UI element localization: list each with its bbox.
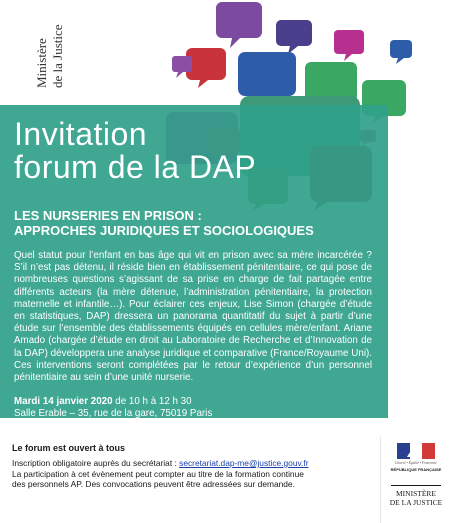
vertical-logo-line2: de la Justice (50, 24, 65, 88)
speech-bubble-icon (216, 2, 262, 48)
vertical-logo-line1: Ministère (34, 38, 49, 88)
footer-line-2: La participation à cet évènement peut compter au titre de la formation continue (12, 468, 304, 479)
title-line-1: Invitation (14, 116, 148, 152)
description-paragraph: Quel statut pour l’enfant en bas âge qui vit en prison avec sa mère incarcérée ? S’il n’est pas détenu, il réside bien en établissement pénitentiaire, ce qui pose de nombreuses questions s’agissant de sa prise en charge de fait partagée entre différents acteurs (la mère détenue, l’administration pénitentiaire, la protection maternelle et infantile…). Pour éclairer ces enjeux, Lise Simon (chargée d’étude en statistiques, DAP) dressera un panorama quantitatif du sujet à partir d’une étude sur l’ensemble des établissements équipés en cellules mère/enfant. Ariane Amado (chargée d’étude en droit au Laboratoire de Recherche et d’Innovation de la DAP) développera une analyse juridique et comparative (France/Royaume Uni). Ces interventions seront complétées par le retour d’expérience d’un personnel pénitentiaire au sein d’une unité nurserie. (14, 250, 372, 384)
title-line-2: forum de la DAP (14, 149, 257, 185)
footer-title: Le forum est ouvert à tous (12, 443, 126, 453)
marianne-flag-icon (397, 443, 435, 459)
page-subtitle (14, 208, 374, 238)
vertical-ministere-logo (20, 2, 70, 94)
event-time: de 10 h à 12 h 30 (112, 396, 192, 407)
republique-text: RÉPUBLIQUE FRANÇAISE (390, 467, 442, 472)
subtitle-line-2: APPROCHES JURIDIQUES ET SOCIOLOGIQUES (14, 223, 314, 238)
republique-francaise-logo (380, 437, 450, 523)
subtitle-line-1: LES NURSERIES EN PRISON : (14, 208, 202, 223)
devise-text: Liberté • Égalité • Fraternité (395, 461, 437, 465)
logo-divider (391, 485, 441, 486)
event-place: Salle Erable – 35, rue de la gare, 75019 Paris (14, 408, 213, 419)
logo-ministere-name (385, 489, 447, 507)
page-title (14, 118, 256, 184)
footer-text (12, 458, 332, 490)
secretariat-email-link[interactable]: secretariat.dap-me@justice.gouv.fr (179, 458, 309, 468)
event-date (14, 396, 192, 408)
speech-bubble-icon (390, 40, 412, 64)
speech-bubble-icon (276, 20, 312, 54)
registration-prefix: Inscription obligatoire auprès du secrétariat : (12, 458, 180, 468)
logo-ministere-line1: MINISTÈRE (396, 489, 436, 498)
footer-line-3: des personnels AP. Des convocations peuvent être adressées sur demande. (12, 479, 295, 489)
event-date-day: Mardi 14 janvier 2020 (14, 396, 113, 407)
logo-ministere-line2: DE LA JUSTICE (389, 498, 443, 507)
speech-bubble-icon (334, 30, 364, 61)
